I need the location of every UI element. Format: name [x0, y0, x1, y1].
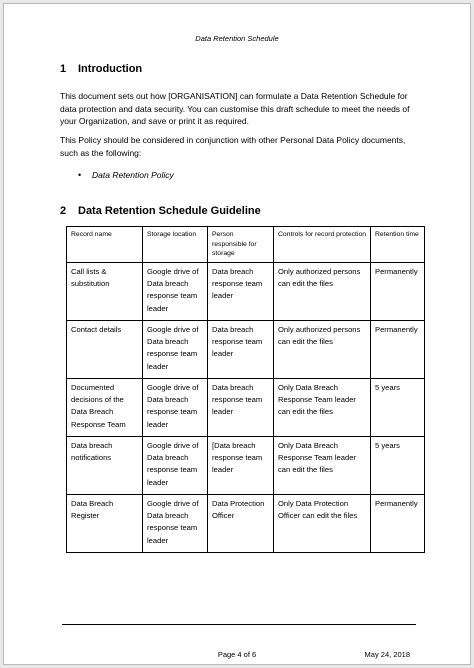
table-cell: Data breach notifications: [67, 437, 143, 495]
policy-paragraph: This Policy should be considered in conjunction with other Personal Data Policy documents, such as the following:: [60, 135, 406, 158]
column-header: Record name: [67, 227, 143, 263]
table-cell: Only authorized persons can edit the files: [274, 263, 371, 321]
table-cell: Google drive of Data breach response team leader: [143, 321, 208, 379]
section-2-number: 2: [60, 205, 67, 217]
column-header: Storage location: [143, 227, 208, 263]
table-row: [67, 263, 425, 321]
table-cell: Contact details: [67, 321, 143, 379]
section-2-title: Data Retention Schedule Guideline: [78, 205, 261, 217]
bullet-icon: •: [78, 170, 82, 180]
document-page: [3, 3, 471, 665]
table-cell: Data Protection Officer: [208, 495, 274, 553]
table-cell: Data breach response team leader: [208, 379, 274, 437]
footer-date: May 24, 2018: [364, 650, 410, 659]
table-cell: Permanently: [371, 495, 425, 553]
table-cell: Only Data Breach Response Team leader can edit the files: [274, 437, 371, 495]
section-1-title: Introduction: [78, 63, 143, 75]
bullet-text: Data Retention Policy: [92, 170, 174, 180]
table-cell: Data breach response team leader: [208, 263, 274, 321]
table-row: [67, 321, 425, 379]
intro-paragraph: This document sets out how [ORGANISATION] can formulate a Data Retention Schedule for data protection and data security. You can customise this draft schedule to meet the needs of your Organization, and save or print it as required.: [60, 91, 410, 126]
table-cell: 5 years: [371, 379, 425, 437]
table-cell: Google drive of Data breach response team leader: [143, 379, 208, 437]
table-row: [67, 379, 425, 437]
table-cell: Only Data Breach Response Team leader can edit the files: [274, 379, 371, 437]
table-cell: Documented decisions of the Data Breach Response Team: [67, 379, 143, 437]
column-header: Person responsible for storage: [208, 227, 274, 263]
footer-divider: [62, 624, 416, 625]
table-cell: Google drive of Data breach response team leader: [143, 437, 208, 495]
table-row: [67, 495, 425, 553]
table-cell: Data Breach Register: [67, 495, 143, 553]
footer-page-number: Page 4 of 6: [217, 650, 257, 659]
retention-schedule-table: [66, 226, 425, 553]
column-header: Retention time: [371, 227, 425, 263]
table-cell: Data breach response team leader: [208, 321, 274, 379]
table-header-row: [67, 227, 425, 263]
table-cell: 5 years: [371, 437, 425, 495]
table-cell: Call lists & substitution: [67, 263, 143, 321]
page-header-title: Data Retention Schedule: [195, 34, 279, 43]
table-cell: Permanently: [371, 263, 425, 321]
column-header: Controls for record protection: [274, 227, 371, 263]
table-row: [67, 437, 425, 495]
section-1-number: 1: [60, 63, 67, 75]
table-cell: Only authorized persons can edit the files: [274, 321, 371, 379]
section-1-heading: [60, 63, 142, 75]
table-cell: Permanently: [371, 321, 425, 379]
table-cell: [Data breach response team leader: [208, 437, 274, 495]
section-2-heading: [60, 205, 261, 217]
table-cell: Only Data Protection Officer can edit the files: [274, 495, 371, 553]
bullet-list-item: [78, 170, 174, 180]
table-cell: Google drive of Data breach response team leader: [143, 495, 208, 553]
table-cell: Google drive of Data breach response team leader: [143, 263, 208, 321]
